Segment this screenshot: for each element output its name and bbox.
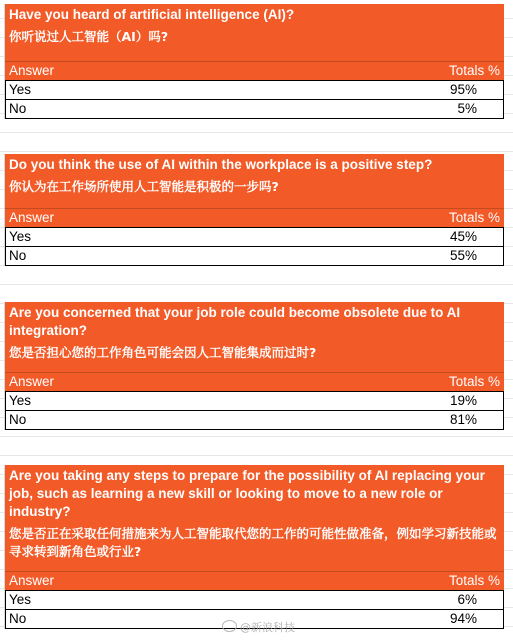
- question-chinese: 您是否担心您的工作角色可能会因人工智能集成而过时?: [9, 345, 317, 360]
- table-row: [5, 591, 504, 610]
- watermark: [222, 619, 295, 635]
- column-header-totals: Totals %: [448, 210, 500, 225]
- question-english: Are you concerned that your job role could become obsolete due to AI integration?: [9, 305, 461, 338]
- question-chinese: 你听说过人工智能（AI）吗?: [9, 29, 169, 44]
- survey-question-4: [4, 465, 504, 629]
- table-row: [5, 411, 504, 430]
- table-header-row: [5, 373, 504, 392]
- question-header: [5, 465, 504, 572]
- total-cell: 45%: [449, 229, 477, 244]
- column-header-totals: Totals %: [448, 573, 500, 588]
- table-row: [5, 247, 504, 266]
- question-english: Are you taking any steps to prepare for the possibility of AI replacing your job, such as learning a new skill or looking to move to a new role or industry?: [9, 468, 485, 519]
- total-cell: 5%: [457, 101, 477, 116]
- table-row: [5, 100, 504, 119]
- table-header-row: [5, 572, 504, 591]
- answer-cell: No: [9, 611, 27, 626]
- answer-cell: Yes: [9, 82, 32, 97]
- table-row: [5, 81, 504, 100]
- table-row: [5, 228, 504, 247]
- table-header-row: [5, 62, 504, 81]
- question-english: Do you think the use of AI within the workplace is a positive step?: [9, 157, 433, 172]
- total-cell: 6%: [457, 592, 477, 607]
- weibo-logo-icon: [222, 620, 237, 632]
- answer-cell: No: [9, 248, 27, 263]
- survey-question-1: [4, 4, 504, 119]
- answer-cell: No: [9, 412, 27, 427]
- question-chinese: 你认为在工作场所使用人工智能是积极的一步吗?: [9, 179, 279, 194]
- total-cell: 81%: [449, 412, 477, 427]
- column-header-answer: Answer: [9, 210, 55, 225]
- table-row: [5, 392, 504, 411]
- watermark-text: @新浪科技: [240, 621, 295, 634]
- column-header-answer: Answer: [9, 573, 55, 588]
- question-header: [5, 4, 504, 62]
- column-header-answer: Answer: [9, 374, 55, 389]
- table-header-row: [5, 209, 504, 228]
- column-header-totals: Totals %: [448, 374, 500, 389]
- question-header: [5, 154, 504, 209]
- survey-question-2: [4, 154, 504, 266]
- column-header-totals: Totals %: [448, 63, 500, 78]
- survey-question-3: [4, 302, 504, 430]
- total-cell: 94%: [449, 611, 477, 626]
- answer-cell: No: [9, 101, 27, 116]
- answer-cell: Yes: [9, 592, 32, 607]
- total-cell: 19%: [449, 393, 477, 408]
- total-cell: 95%: [449, 82, 477, 97]
- question-english: Have you heard of artificial intelligence (AI)?: [9, 7, 295, 22]
- answer-cell: Yes: [9, 393, 32, 408]
- answer-cell: Yes: [9, 229, 32, 244]
- total-cell: 55%: [449, 248, 477, 263]
- column-header-answer: Answer: [9, 63, 55, 78]
- question-chinese: 您是否正在采取任何措施来为人工智能取代您的工作的可能性做准备，例如学习新技能或寻求转到新角色或行业?: [9, 526, 497, 559]
- question-header: [5, 302, 504, 373]
